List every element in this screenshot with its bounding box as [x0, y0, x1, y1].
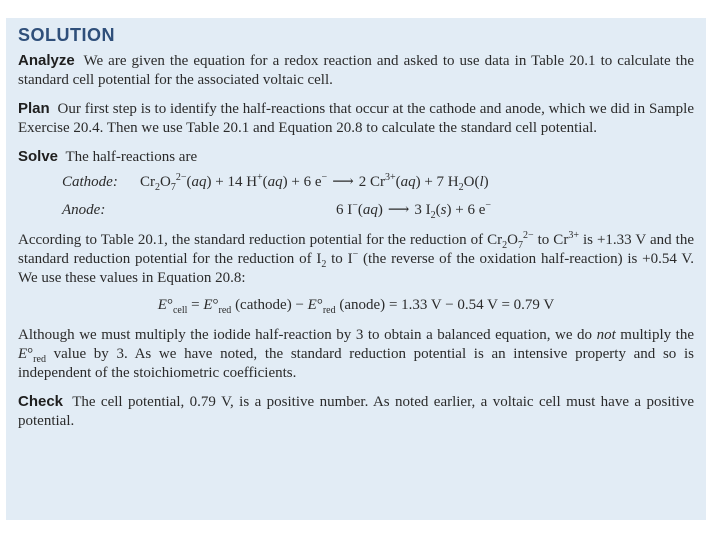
analyze-paragraph	[18, 51, 694, 90]
solution-panel	[6, 18, 706, 520]
analyze-label: Analyze	[18, 52, 75, 69]
solution-heading: SOLUTION	[18, 25, 115, 45]
table-text-5: (the reverse of the oxidation half-reaction) is +0.54 V. We use these values in Equation 20.8:	[18, 251, 694, 286]
anode-word: (anode)	[339, 297, 386, 313]
table-text-4: to I	[326, 251, 353, 267]
table-values-paragraph: According to Table 20.1, the standard reduction potential for the reduction of $Cr_2O_7^{2-}$ to $Cr^{3+}$ is +1.33 V and the standard reduction potential for the reduction of $I_2$ to I− (the reverse of the oxidation half-reaction) is +0.54 V. We use these values in Equation 20.8:	[18, 230, 694, 286]
solve-intro: The half-reactions are	[65, 149, 198, 165]
solve-paragraph	[18, 147, 694, 167]
reaction-arrow: ⟶	[332, 174, 354, 190]
plan-paragraph	[18, 99, 694, 138]
check-label: Check	[18, 393, 64, 410]
cathode-equation: $Cr_2O_7^{2-}(aq) + 14$ H+(aq) + 6 e− ⟶ 2 $Cr^{3+}(aq) + 7$ $H_2O(l)$	[140, 172, 489, 193]
cathode-reaction	[18, 171, 694, 193]
iodide-text-3: value by 3. As we have noted, the standard reduction potential is an intensive property and so is independent of the stoichiometric coefficients.	[18, 346, 694, 381]
check-paragraph	[18, 392, 694, 431]
iodide-paragraph: Although we must multiply the iodide half-reaction by 3 to obtain a balanced equation, we do not multiply the $E^\circ_{red}$ value by 3. As we have noted, the standard reduction potential is an intensive property and so is independent of the stoichiometric coefficients.	[18, 327, 694, 381]
solve-label: Solve	[18, 148, 59, 165]
plan-text: Our first step is to identify the half-reactions that occur at the cathode and anode, which we did in Sample Exercise 20.4. Then we use Table 20.1 and Equation 20.8 to calculate the standard cell potential.	[18, 101, 694, 136]
table-text-3: is +1.33 V and the standard reduction potential for the reduction of I	[18, 232, 694, 267]
equation-result: = 1.33 V − 0.54 V = 0.79 V	[388, 297, 555, 313]
anode-label: Anode:	[62, 202, 106, 218]
anode-reaction	[18, 199, 694, 221]
analyze-text: We are given the equation for a redox reaction and asked to use data in Table 20.1 to calculate the standard cell potential for the associated voltaic cell.	[18, 53, 694, 88]
check-text: The cell potential, 0.79 V, is a positive number. As noted earlier, a voltaic cell must have a positive potential.	[18, 394, 694, 429]
iodide-text-2: multiply the	[615, 327, 694, 343]
table-text-1: According to Table 20.1, the standard reduction potential for the reduction of Cr	[18, 232, 503, 248]
cathode-label: Cathode:	[62, 174, 118, 190]
anode-equation: 6 I−(aq) ⟶ 3 $I_2(s) + 6$ e−	[336, 200, 492, 221]
iodide-text-1: Although we must multiply the iodide half-reaction by 3 to obtain a balanced equation, we do	[18, 327, 597, 343]
table-text-2: to Cr	[533, 232, 569, 248]
cathode-word: (cathode)	[235, 297, 292, 313]
not-emphasis: not	[596, 327, 616, 343]
plan-label: Plan	[18, 100, 50, 117]
reaction-arrow: ⟶	[387, 202, 410, 218]
cell-potential-equation: $E^\circ_{cell} = E^\circ_{red}$ (cathode) − $E^\circ_{red}$ (anode) = 1.33 V − 0.54 V = 0.79 V	[157, 297, 555, 316]
